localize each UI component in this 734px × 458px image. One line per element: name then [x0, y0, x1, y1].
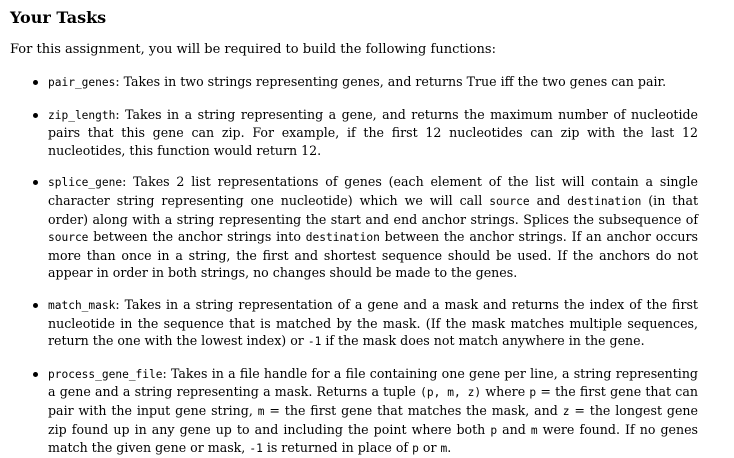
description-text: where: [481, 384, 530, 400]
code-token: z: [562, 404, 570, 418]
description-text: and: [529, 192, 568, 208]
description-text: were found. If no genes match the given gene or mask,: [48, 421, 699, 456]
description-text: between the anchor strings. If an anchor occurs more than once in a string, the first and shortest sequence should be used. If the anchors do not appear in order in both strings, no changes should be made to the genes.: [48, 229, 698, 281]
description-text: and: [497, 421, 531, 437]
description-text: is returned in place of: [262, 440, 413, 456]
code-token: m: [257, 404, 265, 418]
code-token: destination: [567, 194, 642, 208]
code-token: source: [48, 231, 89, 245]
description-text: between the anchor strings into: [88, 229, 306, 245]
function-name: zip_length: [48, 108, 116, 122]
description-text: : Takes 2 list representations of genes (each element of the list will contain a single character string representing one nucleotide) which we will call: [48, 174, 698, 208]
description-text: = the longest gene zip found up in any gene up to and including the point where both: [48, 402, 698, 437]
function-name: pair_genes: [48, 76, 116, 89]
bullet-icon: [33, 303, 38, 308]
code-token: -1: [307, 335, 322, 349]
bullet-icon: [33, 372, 38, 377]
description-text: if the mask does not match anywhere in the gene.: [321, 333, 645, 349]
bullet-icon: [33, 80, 38, 85]
task-item-splice-gene: [48, 173, 698, 282]
task-item-zip-length: [48, 106, 698, 160]
section-heading: Your Tasks: [10, 8, 107, 27]
description-text: or: [418, 440, 441, 456]
function-name: match_mask: [48, 298, 116, 312]
bullet-icon: [33, 113, 38, 118]
description-text: : Takes in a string representing a gene, and returns the maximum number of nucleotide pairs that this gene can zip. For example, if the first 12 nucleotides can zip with the last 12 nucleotides, this function would return 12.: [48, 106, 698, 158]
code-token: m: [530, 423, 538, 437]
description-text: (in that order) along with a string representing the start and end anchor strings. Splices the subsequence of: [48, 192, 699, 227]
intro-paragraph: For this assignment, you will be required to build the following functions:: [10, 42, 496, 57]
task-item-pair-genes: [48, 73, 698, 92]
description-text: = the first gene that can pair with the input gene string,: [48, 384, 698, 418]
description-text: : Takes in a string representation of a gene and a mask and returns the index of the first nucleotide in the sequence that is matched by the mask. (If the mask matches multiple sequences, return the one with the lowest index) or: [48, 296, 698, 349]
function-name: splice_gene: [48, 176, 123, 190]
code-token: p: [412, 442, 419, 456]
description-text: : Takes in two strings representing genes, and returns True iff the two genes can pair.: [115, 74, 667, 89]
description-text: = the first gene that matches the mask, and: [264, 402, 563, 418]
code-token: -1: [249, 442, 263, 456]
code-token: destination: [305, 231, 380, 245]
function-name: process_gene_file: [48, 367, 163, 381]
code-token: (p, m, z): [420, 386, 482, 400]
code-token: source: [489, 194, 530, 208]
code-token: p: [529, 386, 537, 400]
task-list: [10, 73, 698, 458]
description-text: : Takes in a file handle for a file containing one gene per line, a string representing a gene and a string representing a mask. Returns a tuple: [48, 365, 698, 400]
task-item-process-gene-file: [48, 365, 698, 458]
task-item-match-mask: [48, 296, 698, 351]
bullet-icon: [33, 180, 38, 185]
code-token: m: [440, 442, 448, 456]
code-token: p: [490, 423, 498, 437]
description-text: .: [447, 440, 452, 456]
